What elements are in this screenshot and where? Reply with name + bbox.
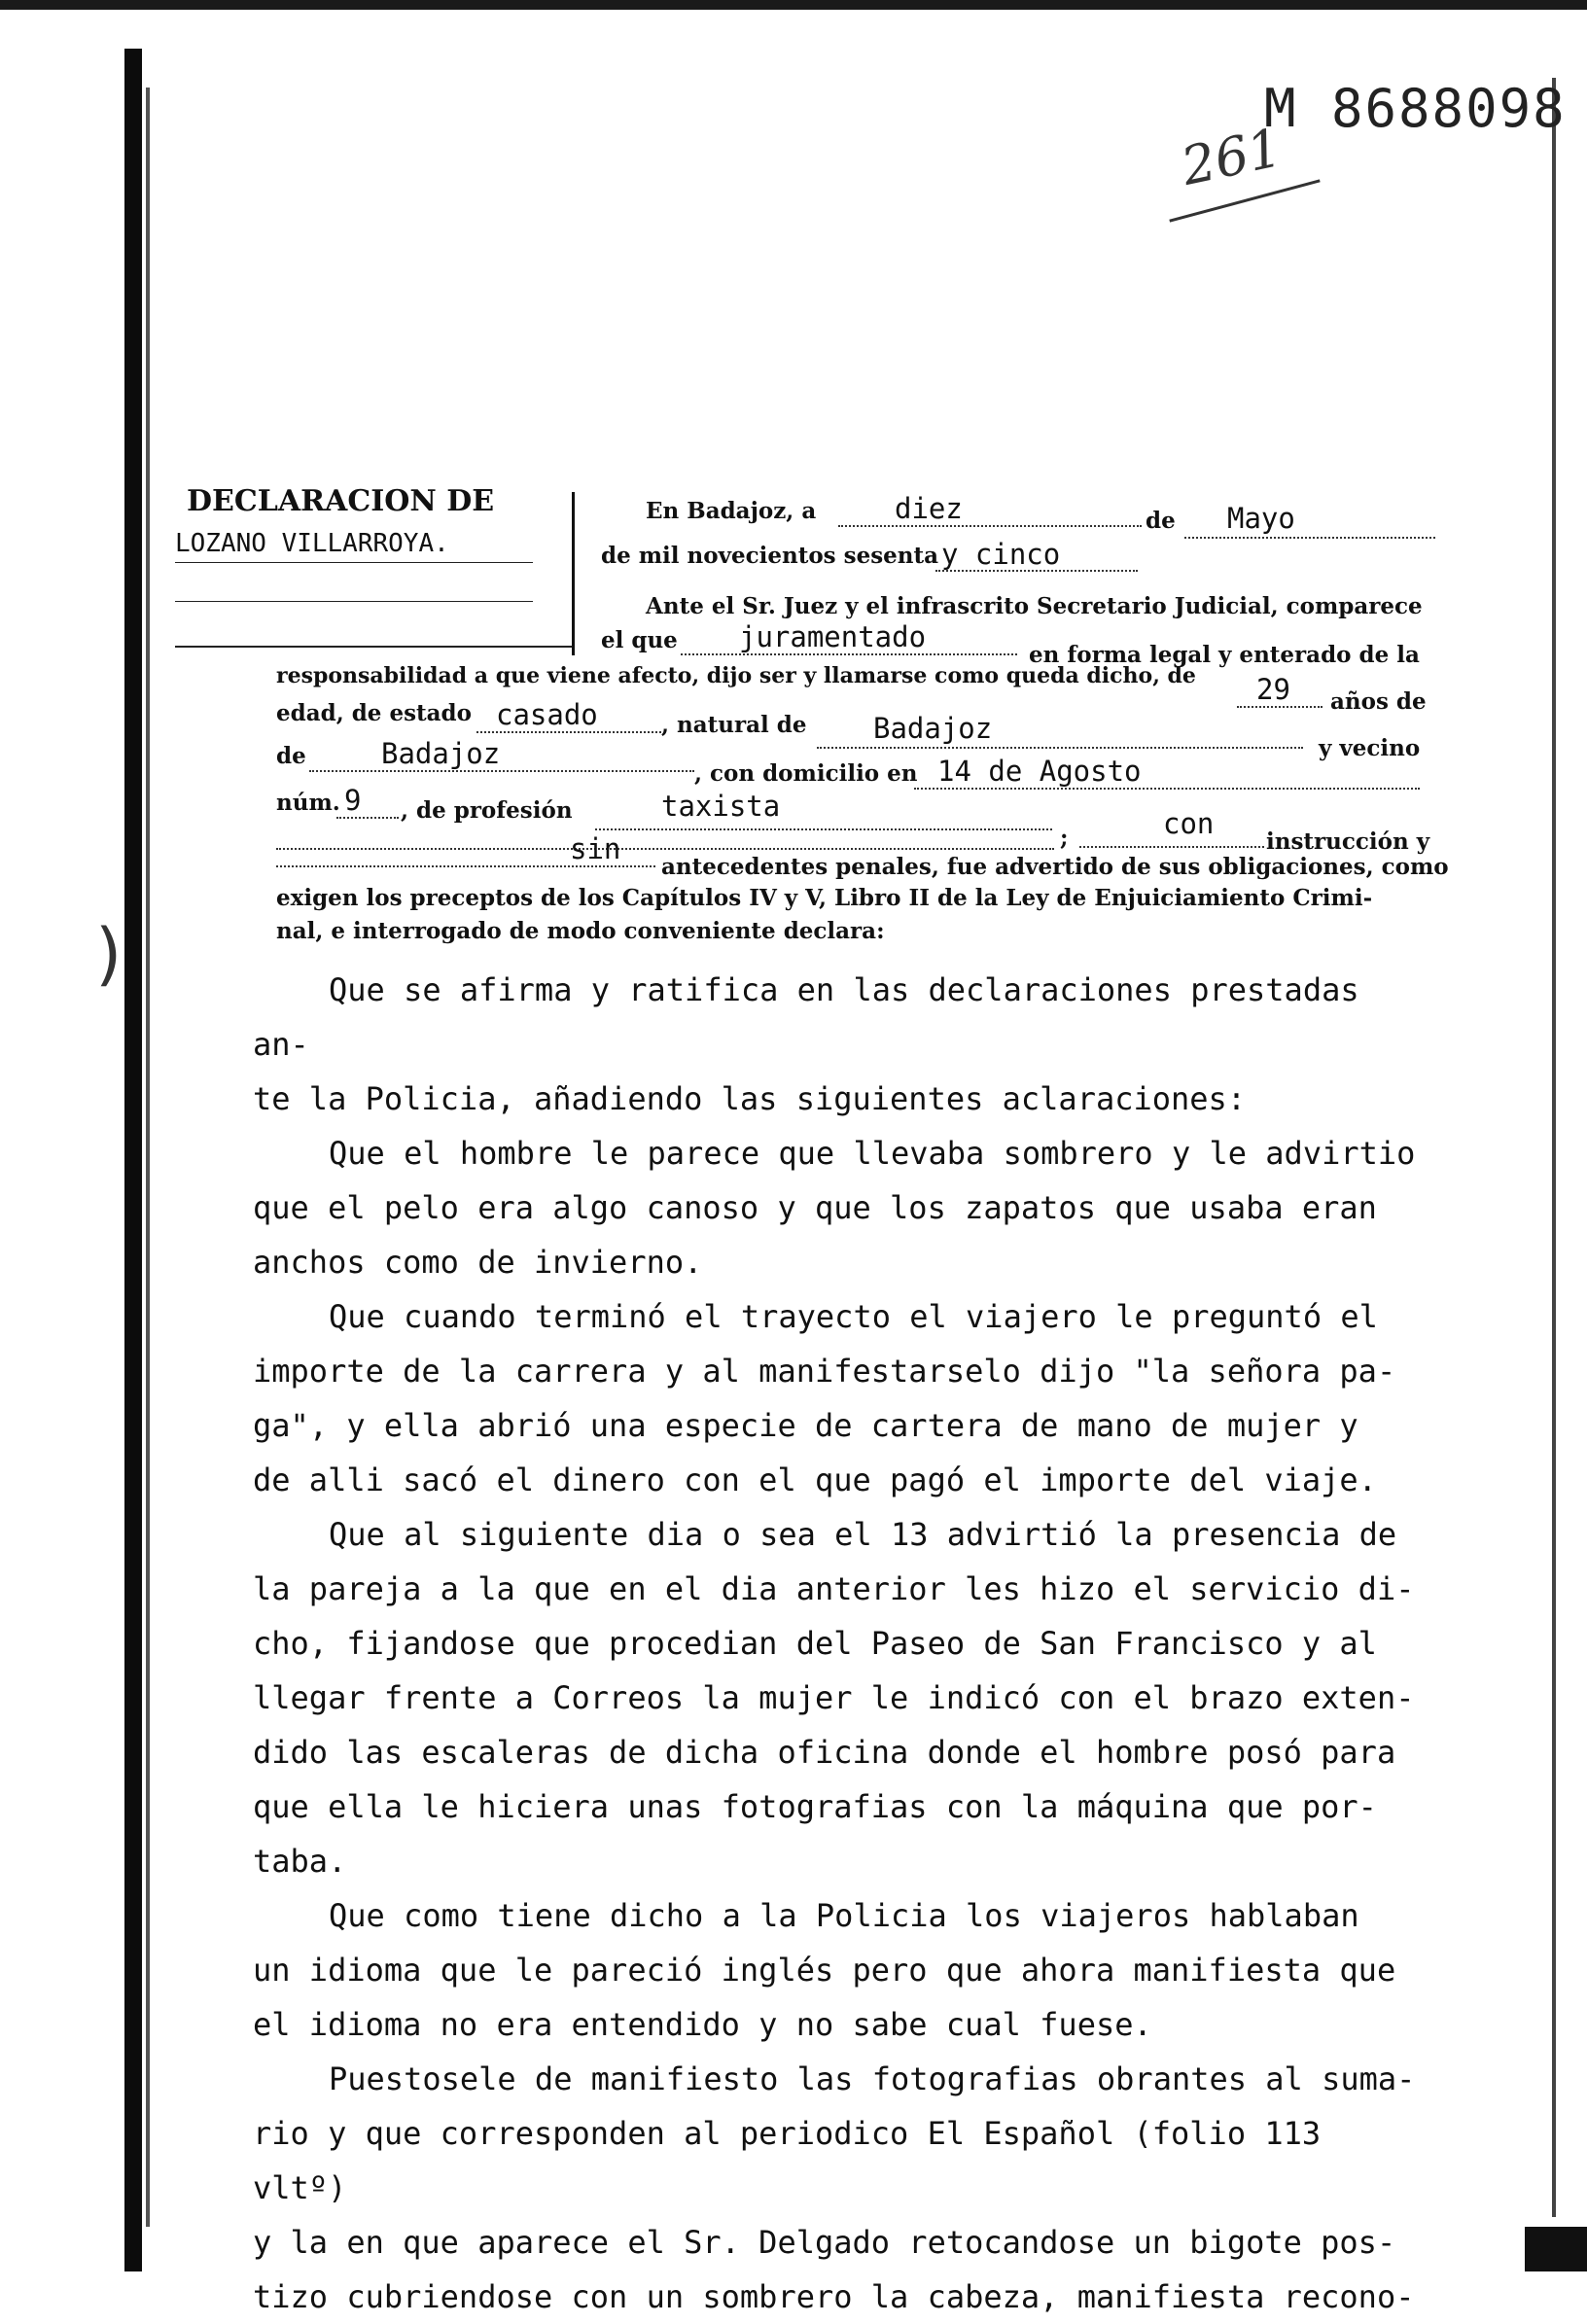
form-line11: exigen los preceptos de los Capítulos IV y V, Libro II de la Ley de Enjuiciamiento Crimi- [276, 885, 1373, 911]
binding-shadow [146, 88, 150, 2227]
p6-line-1: Puestosele de manifiesto las fotografias obrantes al suma- [329, 2060, 1416, 2097]
day-field-line [838, 525, 1142, 527]
scan-top-edge [0, 0, 1587, 10]
address-field: 14 de Agosto [937, 755, 1142, 788]
archive-number: M 8688098 [1264, 78, 1567, 139]
residence-field: Badajoz [381, 737, 501, 770]
binding-strip [124, 49, 142, 2271]
p1-line-1: Que se afirma y ratifica en las declaraciones prestadas an- [253, 971, 1359, 1063]
p6-line-4: tizo cubriendose con un sombrero la cabeza, manifiesta recono- [253, 2278, 1415, 2315]
form-line7-prefix: de [276, 743, 306, 769]
name-underline [175, 562, 533, 563]
paragraph-2 [253, 1126, 1420, 1289]
box-divider [572, 492, 575, 655]
p1-line-2: te la Policia, añadiendo las siguientes aclaraciones: [253, 1080, 1247, 1117]
p3-line-1: Que cuando terminó el trayecto el viajero le preguntó el [329, 1298, 1378, 1335]
p4-line-3: cho, fijandose que procedian del Paseo de San Francisco y al [253, 1625, 1377, 1662]
instruction-field-line [1079, 846, 1264, 848]
form-line9-prefix: ; [1060, 825, 1069, 851]
form-line1-prefix: En Badajoz, a [646, 498, 817, 524]
form-line4-prefix: el que [601, 627, 678, 653]
status-field-line [476, 731, 661, 733]
p5-line-1: Que como tiene dicho a la Policia los viajeros hablaban [329, 1897, 1359, 1934]
folio-number: 261 [1176, 116, 1287, 198]
age-field: 29 [1256, 673, 1290, 706]
scan-corner-blot [1525, 2227, 1587, 2271]
p4-line-6: que ella le hiciera unas fotografias con la máquina que por- [253, 1788, 1377, 1825]
civil-status-field: casado [496, 698, 598, 731]
number-field-line [336, 817, 399, 819]
day-field: diez [895, 492, 963, 525]
form-line6-suffix: y vecino [1319, 735, 1421, 761]
paragraph-6 [253, 2052, 1420, 2324]
profession-field-line [595, 828, 1052, 830]
p3-line-2: importe de la carrera y al manifestarselo dijo "la señora pa- [253, 1353, 1396, 1390]
form-line9-suffix: instrucción y [1266, 828, 1430, 855]
birthplace-field: Badajoz [873, 712, 993, 745]
p3-line-3: ga", y ella abrió una especie de cartera de mano de mujer y [253, 1407, 1358, 1444]
month-field-line [1184, 537, 1435, 539]
paragraph-5 [253, 1888, 1420, 2052]
form-line2-prefix: de mil novecientos sesenta [601, 543, 939, 569]
p2-line-2: que el pelo era algo canoso y que los zapatos que usaba eran [253, 1189, 1377, 1226]
punch-hole-mark: ) [95, 914, 123, 994]
age-field-line [1237, 706, 1322, 708]
declarant-name: LOZANO VILLARROYA. [175, 529, 449, 558]
address-field-line [914, 788, 1420, 790]
form-line5-suffix: años de [1330, 688, 1427, 715]
p6-line-3: y la en que aparece el Sr. Delgado retocandose un bigote pos- [253, 2224, 1396, 2261]
oath-field: juramentado [739, 620, 927, 653]
form-line8-mid: , de profesión [401, 797, 573, 824]
record-field: sin [570, 832, 621, 865]
profession-field: taxista [661, 790, 781, 823]
birthplace-field-line [817, 747, 1303, 749]
form-line10-suffix: antecedentes penales, fue advertido de sus obligaciones, como [661, 854, 1449, 880]
p4-line-5: dido las escaleras de dicha oficina donde el hombre posó para [253, 1734, 1396, 1771]
year-field: y cinco [941, 538, 1061, 571]
form-line12: nal, e interrogado de modo conveniente declara: [276, 918, 885, 944]
p3-line-4: de alli sacó el dinero con el que pagó el importe del viaje. [253, 1461, 1377, 1498]
paragraph-1 [253, 963, 1420, 1126]
month-field: Mayo [1227, 502, 1295, 535]
form-line6-prefix: edad, de estado [276, 700, 472, 726]
blank-field-line [276, 848, 1054, 850]
paragraph-4 [253, 1507, 1420, 1888]
p4-line-1: Que al siguiente dia o sea el 13 advirtió la presencia de [329, 1516, 1397, 1553]
p4-line-7: taba. [253, 1843, 347, 1880]
oath-field-line [681, 653, 1017, 655]
instruction-field: con [1163, 807, 1215, 840]
form-line6-mid: , natural de [661, 712, 807, 738]
p5-line-3: el idioma no era entendido y no sabe cual fuese. [253, 2006, 1152, 2043]
form-line4-suffix: en forma legal y enterado de la [1029, 642, 1420, 668]
number-field: 9 [344, 784, 362, 817]
declaration-body [253, 963, 1420, 2324]
form-line8-prefix: núm. [276, 790, 340, 816]
residence-field-line [309, 770, 694, 772]
declaration-title: DECLARACION DE [187, 484, 495, 518]
form-line5-prefix: responsabilidad a que viene afecto, dijo ser y llamarse como queda dicho, de [276, 663, 1196, 688]
p4-line-2: la pareja a la que en el dia anterior les hizo el servicio di- [253, 1570, 1415, 1607]
p5-line-2: un idioma que le pareció inglés pero que ahora manifiesta que [253, 1952, 1396, 1989]
p2-line-1: Que el hombre le parece que llevaba sombrero y le advirtio [329, 1135, 1416, 1172]
form-line1-mid: de [1146, 508, 1176, 534]
box-line-bottom [175, 646, 574, 648]
record-field-line [276, 865, 655, 867]
p4-line-4: llegar frente a Correos la mujer le indicó con el brazo exten- [253, 1679, 1415, 1716]
p2-line-3: anchos como de invierno. [253, 1244, 703, 1281]
paragraph-3 [253, 1289, 1420, 1507]
form-line3: Ante el Sr. Juez y el infrascrito Secretario Judicial, comparece [646, 593, 1423, 619]
p6-line-2: rio y que corresponden al periodico El Español (folio 113 vltº) [253, 2115, 1322, 2206]
box-line-2 [175, 601, 533, 602]
form-line7-mid: , con domicilio en [694, 760, 918, 787]
right-margin-line [1552, 78, 1556, 2217]
declaration-header [175, 484, 574, 648]
